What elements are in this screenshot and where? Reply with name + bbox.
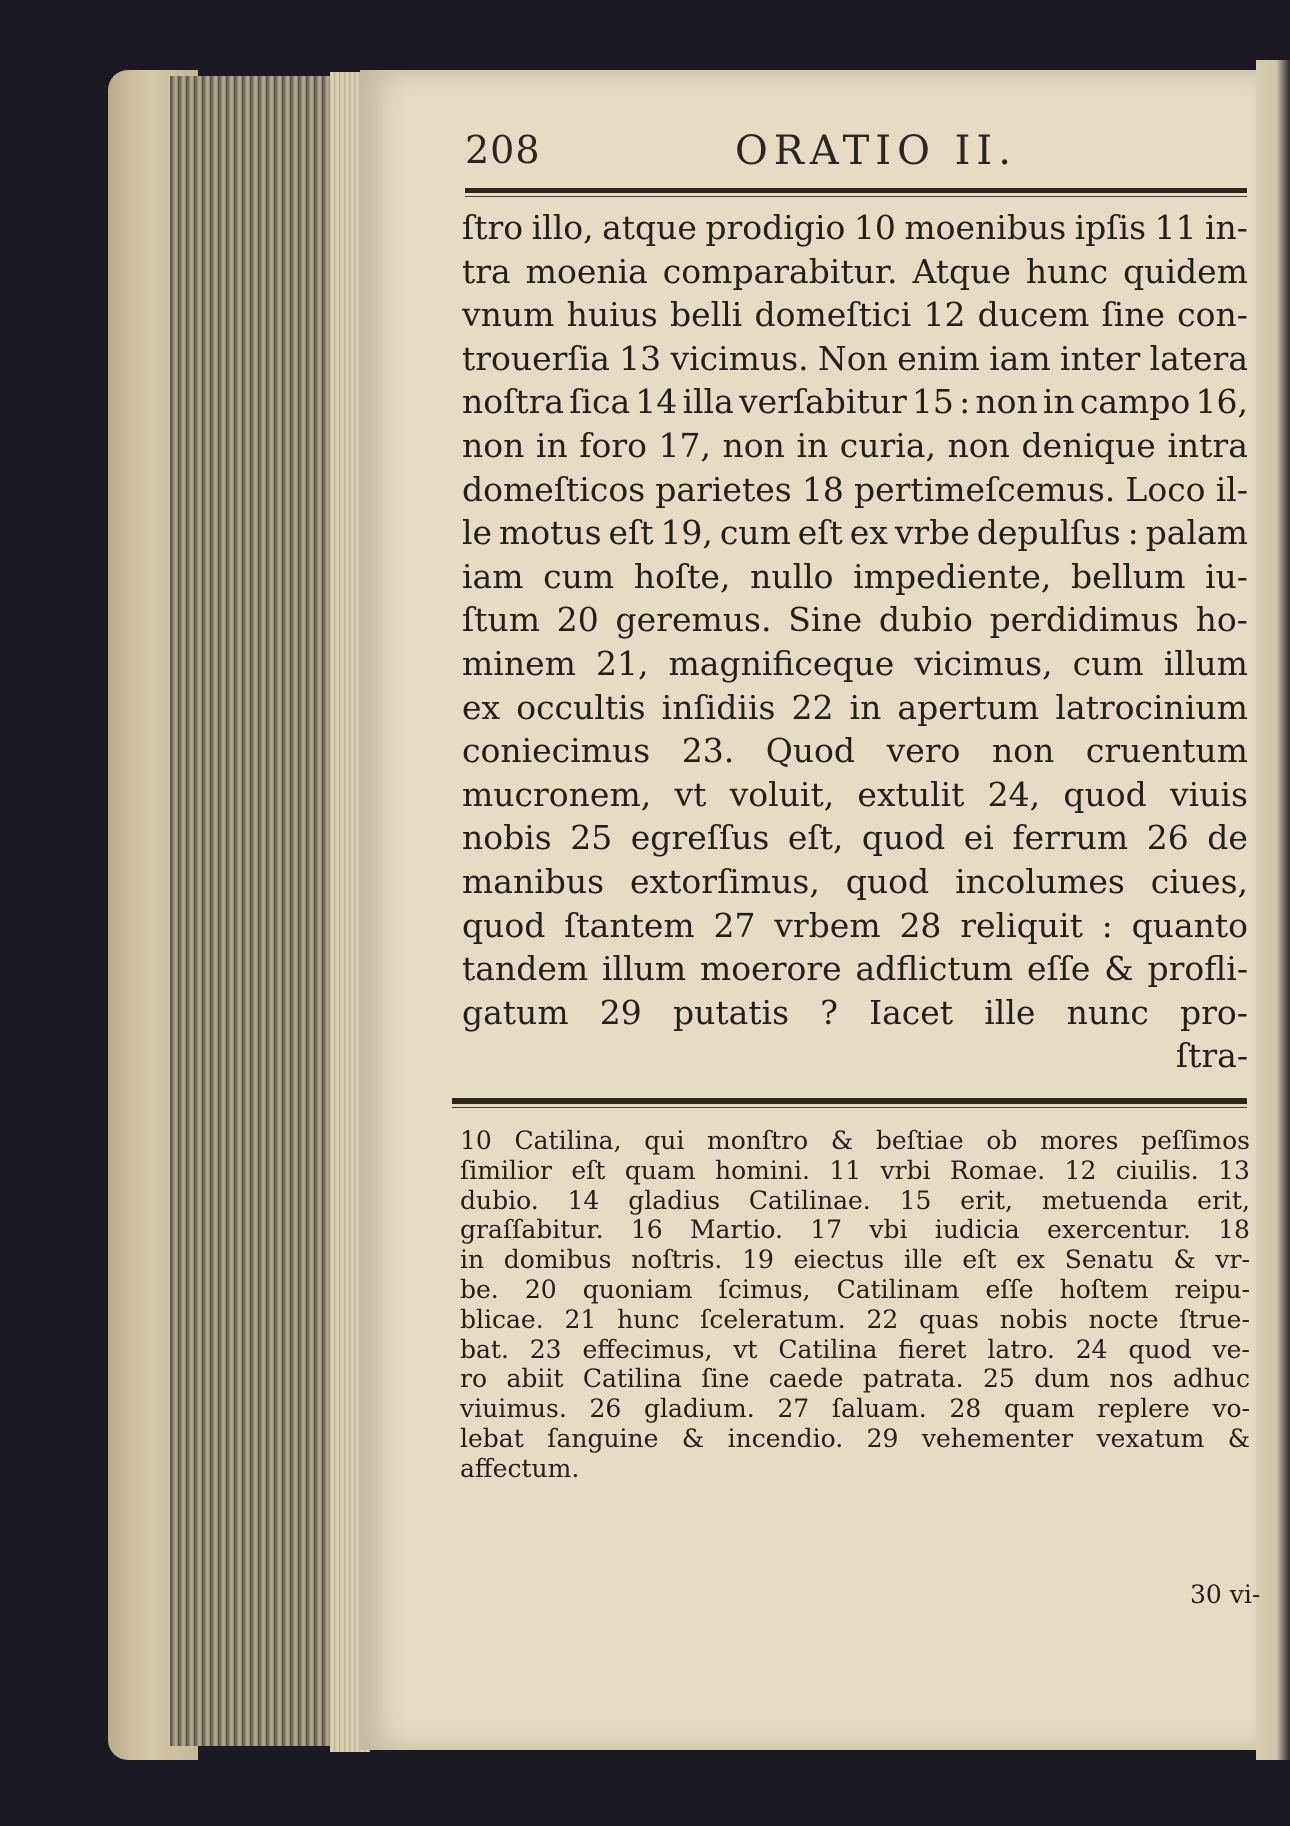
- text-line: ſtro illo, atque prodigio 10 moenibus ipſis 11 in-: [462, 208, 1248, 247]
- text-line: tandem illum moerore adflictum eſſe & profli-: [462, 949, 1248, 989]
- text-line: quod ſtantem 27 vrbem 28 reliquit : quanto: [462, 905, 1248, 945]
- footnote-line: ro abiit Catilina ſine caede patrata. 25 dum nos adhuc: [460, 1364, 1250, 1394]
- page-right-edge: [1256, 60, 1290, 1760]
- text-line: minem 21, magnificeque vicimus, cum illum: [462, 643, 1248, 683]
- footnote-line: ſimilior eſt quam homini. 11 vrbi Romae. 12 ciuilis. 13: [460, 1155, 1250, 1185]
- text-line: ſtum 20 geremus. Sine dubio perdidimus ho-: [462, 600, 1248, 640]
- catchword: 30 vi-: [1190, 1580, 1261, 1609]
- footnote-line: dubio. 14 gladius Catilinae. 15 erit, metuenda erit,: [460, 1185, 1250, 1215]
- text-line: noſtra ſica 14 illa verſabitur 15 : non in campo 16,: [462, 382, 1248, 422]
- text-line: domeſticos parietes 18 pertimeſcemus. Loco il-: [462, 469, 1248, 509]
- text-line: non in foro 17, non in curia, non denique intra: [462, 425, 1248, 465]
- text-line: mucronem, vt voluit, extulit 24, quod viuis: [462, 774, 1248, 814]
- text-line: trouerſia 13 vicimus. Non enim iam inter latera: [462, 338, 1248, 378]
- footnote-line: bat. 23 effecimus, vt Catilina fieret latro. 24 quod ve-: [460, 1334, 1250, 1364]
- footnote-line: affectum.: [460, 1453, 580, 1483]
- footnote-rule-thin: [452, 1107, 1247, 1108]
- footnote-line: in domibus noſtris. 19 eiectus ille eſt ex Senatu & vr-: [460, 1245, 1250, 1275]
- footnote-line: lebat ſanguine & incendio. 29 vehementer vexatum &: [460, 1423, 1250, 1453]
- text-line: nobis 25 egreſſus eſt, quod ei ferrum 26 de: [462, 818, 1248, 858]
- footnotes: [460, 1126, 1250, 1484]
- text-line: gatum 29 putatis ? Iacet ille nunc pro-: [462, 992, 1248, 1032]
- text-line: le motus eſt 19, cum eſt ex vrbe depulſus : palam: [462, 513, 1248, 553]
- footnote-line: viuimus. 26 gladium. 27 ſaluam. 28 quam replere vo-: [460, 1394, 1250, 1424]
- text-line: ſtra-: [1175, 1036, 1248, 1076]
- main-text: [462, 206, 1248, 1078]
- header-rule-thin: [465, 196, 1247, 197]
- header-rule: [465, 188, 1247, 193]
- page-header: [465, 128, 1255, 188]
- footnote-line: graſſabitur. 16 Martio. 17 vbi iudicia exercentur. 18: [460, 1215, 1250, 1245]
- footnote-rule: [452, 1098, 1247, 1104]
- page-number: 208: [465, 128, 541, 172]
- text-line: ex occultis inſidiis 22 in apertum latrocinium: [462, 687, 1248, 727]
- text-line: tra moenia comparabitur. Atque hunc quidem: [462, 251, 1248, 291]
- footnote-line: 10 Catilina, qui monſtro & beſtiae ob mores peſſimos: [460, 1126, 1250, 1155]
- text-line: iam cum hoſte, nullo impediente, bellum iu-: [462, 556, 1248, 596]
- text-line: manibus extorſimus, quod incolumes ciues,: [462, 861, 1248, 901]
- footnote-line: blicae. 21 hunc ſceleratum. 22 quas nobis nocte ſtrue-: [460, 1304, 1250, 1334]
- footnote-line: be. 20 quoniam ſcimus, Catilinam eſſe hoſtem reipu-: [460, 1274, 1250, 1304]
- running-title: ORATIO II.: [735, 128, 1017, 174]
- text-line: coniecimus 23. Quod vero non cruentum: [462, 731, 1248, 771]
- text-line: vnum huius belli domeſtici 12 ducem ſine con-: [462, 295, 1248, 335]
